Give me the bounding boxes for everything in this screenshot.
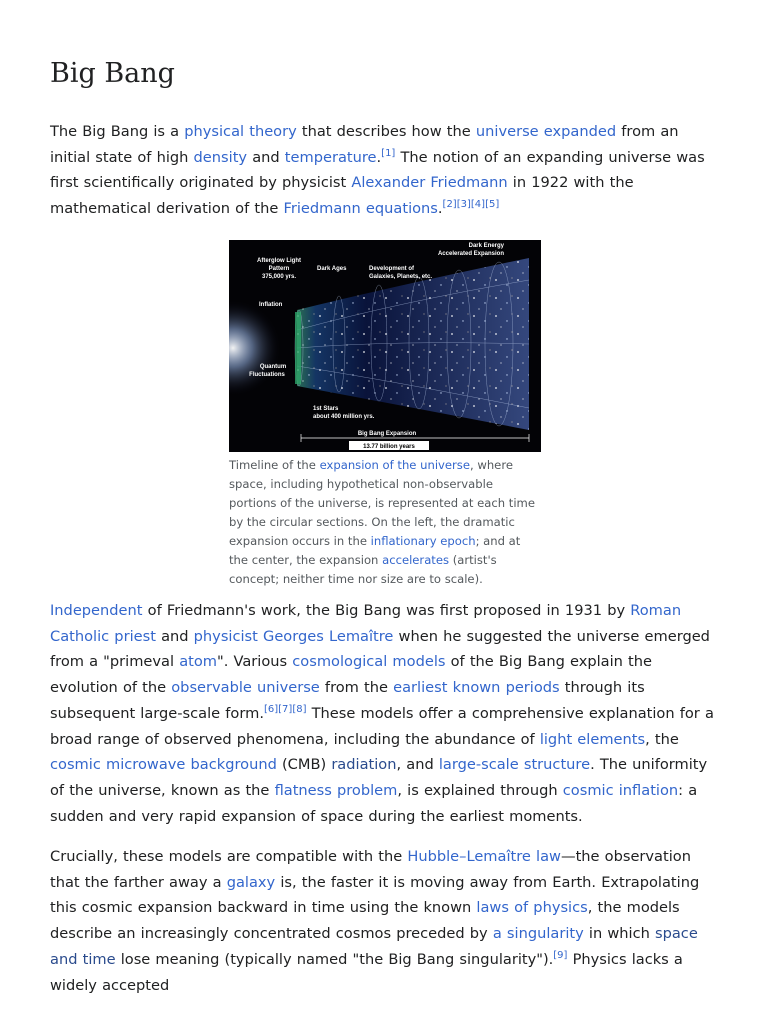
label-dark-energy: Dark Energy — [468, 243, 504, 249]
link-physical-theory[interactable]: physical theory — [184, 123, 297, 140]
universe-timeline-image[interactable] — [229, 240, 541, 452]
link-cosmological-models[interactable]: cosmological models — [292, 653, 446, 671]
label-first-stars-2: about 400 million yrs. — [313, 414, 375, 420]
label-first-stars-1: 1st Stars — [313, 406, 339, 412]
label-expansion: Big Bang Expansion — [357, 431, 417, 437]
link-space-and-time[interactable]: space and time — [50, 925, 698, 968]
label-years: 13.77 billion years — [363, 444, 415, 450]
link-universe-expanded[interactable]: universe expanded — [475, 123, 617, 140]
label-afterglow-3: 375,000 yrs. — [261, 274, 297, 280]
figure-caption: Timeline of the expansion of the universe, where space, including hypothetical non-observable portions of the universe, is represented at each time by the circular sections. On the left, the dramatic expansion occurs in the inflationary epoch; and at the center, the expansion accelerates (artist's concept; neither time nor size are to scale). — [229, 458, 535, 586]
link-singularity[interactable]: a singularity — [492, 925, 584, 943]
link-alexander-friedmann[interactable]: Alexander Friedmann — [351, 174, 508, 192]
ref-3[interactable]: [3] — [456, 199, 471, 211]
link-galaxy[interactable]: galaxy — [226, 873, 276, 891]
label-development-2: Galaxies, Planets, etc. — [369, 274, 433, 280]
link-cosmic-inflation[interactable]: cosmic inflation — [562, 781, 679, 799]
label-accelerated: Accelerated Expansion — [437, 251, 504, 257]
link-friedmann-equations[interactable]: Friedmann equations — [283, 200, 438, 218]
link-cmb[interactable]: cosmic microwave background — [50, 756, 277, 774]
link-independent[interactable]: Independent — [50, 602, 143, 619]
link-large-scale-structure[interactable]: large-scale structure — [438, 756, 591, 774]
link-temperature[interactable]: temperature — [284, 148, 377, 166]
link-laws-of-physics[interactable]: laws of physics — [476, 899, 588, 917]
link-georges-lemaitre[interactable]: physicist Georges Lemaître — [193, 627, 394, 645]
ref-4[interactable]: [4] — [470, 199, 486, 211]
link-inflationary-epoch[interactable]: inflationary epoch — [370, 534, 476, 548]
link-light-elements[interactable]: light elements — [539, 730, 646, 748]
label-development-1: Development of — [369, 266, 415, 272]
link-accelerates[interactable]: accelerates — [382, 553, 450, 567]
label-afterglow-2: Pattern — [268, 266, 290, 272]
page-title: Big Bang — [50, 58, 175, 89]
link-hubble-lemaitre-law[interactable]: Hubble–Lemaître law — [407, 848, 561, 865]
label-quantum-2: Fluctuations — [249, 372, 285, 378]
ref-7[interactable]: [7] — [278, 703, 293, 715]
paragraph-intro: The Big Bang is a physical theory that describes how the universe expanded from an initial state of high density and temperature.[1] The notion of an expanding universe was first scientifically originated by physicist Alexander Friedmann in 1922 with the mathematical derivation of the Friedmann equations.[2][3][4][5] — [50, 123, 705, 218]
label-inflation: Inflation — [259, 302, 283, 308]
ref-8[interactable]: [8] — [292, 703, 307, 715]
ref-5[interactable]: [5] — [485, 199, 500, 211]
ref-6[interactable]: [6] — [263, 703, 279, 715]
link-roman-catholic-priest[interactable]: Roman Catholic priest — [50, 602, 682, 645]
link-atom[interactable]: atom — [179, 653, 217, 671]
ref-2[interactable]: [2] — [442, 199, 457, 211]
label-afterglow-1: Afterglow Light — [257, 258, 301, 264]
link-flatness-problem[interactable]: flatness problem — [274, 781, 398, 799]
label-dark-ages: Dark Ages — [317, 266, 347, 272]
link-expansion-of-universe[interactable]: expansion of the universe — [319, 458, 470, 472]
paragraph-lemaitre: Independent of Friedmann's work, the Big Bang was first proposed in 1931 by Roman Catholic priest and physicist Georges Lemaître when he suggested the universe emerged from a "primeval atom". Various cosmological models of the Big Bang explain the evolution of the observable universe from the earliest known periods through its subsequent large-scale form.[6][7][8] These models offer a comprehensive explanation for a broad range of observed phenomena, including the abundance of light elements, the cosmic microwave background (CMB) radiation, and large-scale structure. The uniformity of the universe, known as the flatness problem, is explained through cosmic inflation: a sudden and very rapid expansion of space during the earliest moments. — [50, 602, 714, 825]
link-radiation[interactable]: radiation — [331, 756, 397, 774]
ref-1[interactable]: [1] — [381, 147, 396, 159]
link-observable-universe[interactable]: observable universe — [171, 679, 320, 697]
label-quantum-1: Quantum — [259, 364, 287, 370]
paragraph-hubble: Crucially, these models are compatible with the Hubble–Lemaître law—the observation that the farther away a galaxy is, the faster it is moving away from Earth. Extrapolating this cosmic expansion backward in time using the known laws of physics, the models describe an increasingly concentrated cosmos preceded by a singularity in which space and time lose meaning (typically named "the Big Bang singularity").[9] Physics lacks a widely accepted — [50, 848, 700, 994]
figure-timeline — [229, 240, 541, 589]
link-earliest-known-periods[interactable]: earliest known periods — [393, 679, 560, 697]
ref-9[interactable]: [9] — [553, 949, 568, 961]
link-density[interactable]: density — [193, 148, 248, 166]
